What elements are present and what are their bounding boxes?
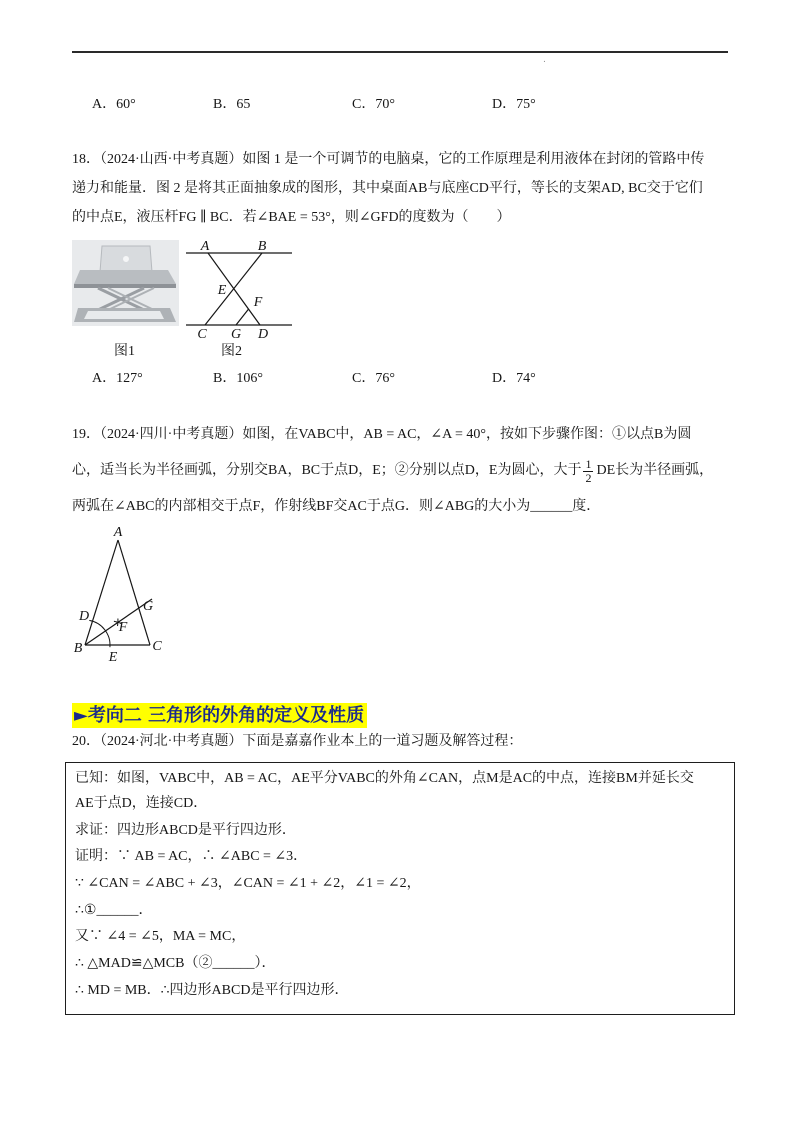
q20-box-line-5: ∵ ∠CAN = ∠ABC + ∠3，∠CAN = ∠1 + ∠2，∠1 = ∠2，: [75, 876, 421, 891]
point-label-f: F: [118, 620, 128, 635]
q17-option-b: B．65: [213, 97, 251, 112]
point-label-a: A: [113, 525, 123, 540]
point-label-f: F: [253, 295, 263, 310]
q20-box-line-1: 已知：如图，VABC中，AB = AC，AE平分VABC的外角∠CAN，点M是AC的中点，连接BM并延长交: [75, 771, 694, 786]
q18-option-a: A．127°: [92, 371, 143, 386]
q18-line-1: 18．（2024·山西·中考真题）如图 1 是一个可调节的电脑桌，它的工作原理是利用液体在封闭的管路中传: [72, 152, 705, 167]
q18-line-2: 递力和能量．图 2 是将其正面抽象成的图形，其中桌面AB与底座CD平行，等长的支架AD, BC交于它们: [72, 181, 703, 196]
q19-triangle-diagram: [70, 525, 170, 665]
point-label-e: E: [217, 283, 227, 298]
q19-line-1: 19．（2024·四川·中考真题）如图，在VABC中，AB = AC，∠A = 40°，按如下步骤作图：①以点B为圆: [72, 427, 692, 442]
side-ab-line: [85, 540, 118, 645]
point-label-c: C: [197, 327, 207, 342]
point-label-g: G: [142, 599, 154, 614]
header-corner-mark: .: [543, 55, 546, 65]
q20-box-line-3: 求证：四边形ABCD是平行四边形．: [75, 823, 296, 838]
q19-line-2-text-after: DE长为半径画弧，: [596, 463, 714, 478]
point-label-d: D: [78, 609, 90, 624]
point-label-g: G: [230, 327, 242, 342]
q20-box-line-4: 证明：∵ AB = AC，∴ ∠ABC = ∠3．: [75, 849, 308, 864]
q17-option-a: A．60°: [92, 97, 136, 112]
fraction-denominator: 2: [585, 470, 592, 485]
point-label-a: A: [200, 240, 210, 254]
segment-bc-line: [205, 253, 262, 325]
q20-solution-box: [65, 762, 735, 1015]
q17-option-c: C．70°: [352, 97, 395, 112]
point-label-e: E: [108, 650, 118, 665]
q18-options: [0, 369, 800, 389]
q18-figure-2-diagram: [184, 240, 296, 342]
fraction-numerator: 1: [585, 456, 592, 471]
header-rule: [72, 51, 728, 53]
q20-box-line-9: ∴ MD = MB．∴四边形ABCD是平行四边形．: [75, 983, 349, 998]
point-label-b: B: [73, 641, 83, 656]
point-label-c: C: [152, 639, 162, 654]
q20-box-line-2: AE于点D，连接CD．: [75, 796, 208, 811]
section-heading: ►考向二 三角形的外角的定义及性质: [72, 703, 367, 728]
point-label-b: B: [257, 240, 267, 254]
q18-line-3: 的中点E，液压杆FG ∥ BC．若∠BAE = 53°，则∠GFD的度数为（ ）: [72, 210, 511, 225]
laptop-stand-photo-icon: [72, 240, 179, 326]
q18-option-d: D．74°: [492, 371, 536, 386]
q17-option-d: D．75°: [492, 97, 536, 112]
q19-line-2-text-before: 心，适当长为半径画弧，分别交BA，BC于点D，E；②分别以点D，E为圆心，大于: [72, 463, 582, 478]
q20-box-line-7: 又∵ ∠4 = ∠5，MA = MC，: [75, 929, 246, 944]
q20-box-line-6: ∴①______．: [75, 903, 153, 918]
one-half-fraction: [583, 458, 593, 485]
q18-figure-2-caption: 图2: [221, 344, 242, 359]
q19-line-2: [72, 456, 713, 486]
arc-centered-b: [89, 620, 110, 647]
q18-option-c: C．76°: [352, 371, 395, 386]
q20-box-line-8: ∴ △MAD≌△MCB（②______）．: [75, 956, 276, 971]
segment-fg-line: [236, 309, 249, 325]
q19-line-3: 两弧在∠ABC的内部相交于点F，作射线BF交AC于点G．则∠ABG的大小为______度．: [72, 499, 601, 514]
q18-figure-1-caption: 图1: [114, 344, 135, 359]
q18-option-b: B．106°: [213, 371, 263, 386]
q17-options: [0, 95, 800, 115]
point-label-d: D: [257, 327, 269, 342]
q20-intro: 20．（2024·河北·中考真题）下面是嘉嘉作业本上的一道习题及解答过程：: [72, 734, 523, 749]
